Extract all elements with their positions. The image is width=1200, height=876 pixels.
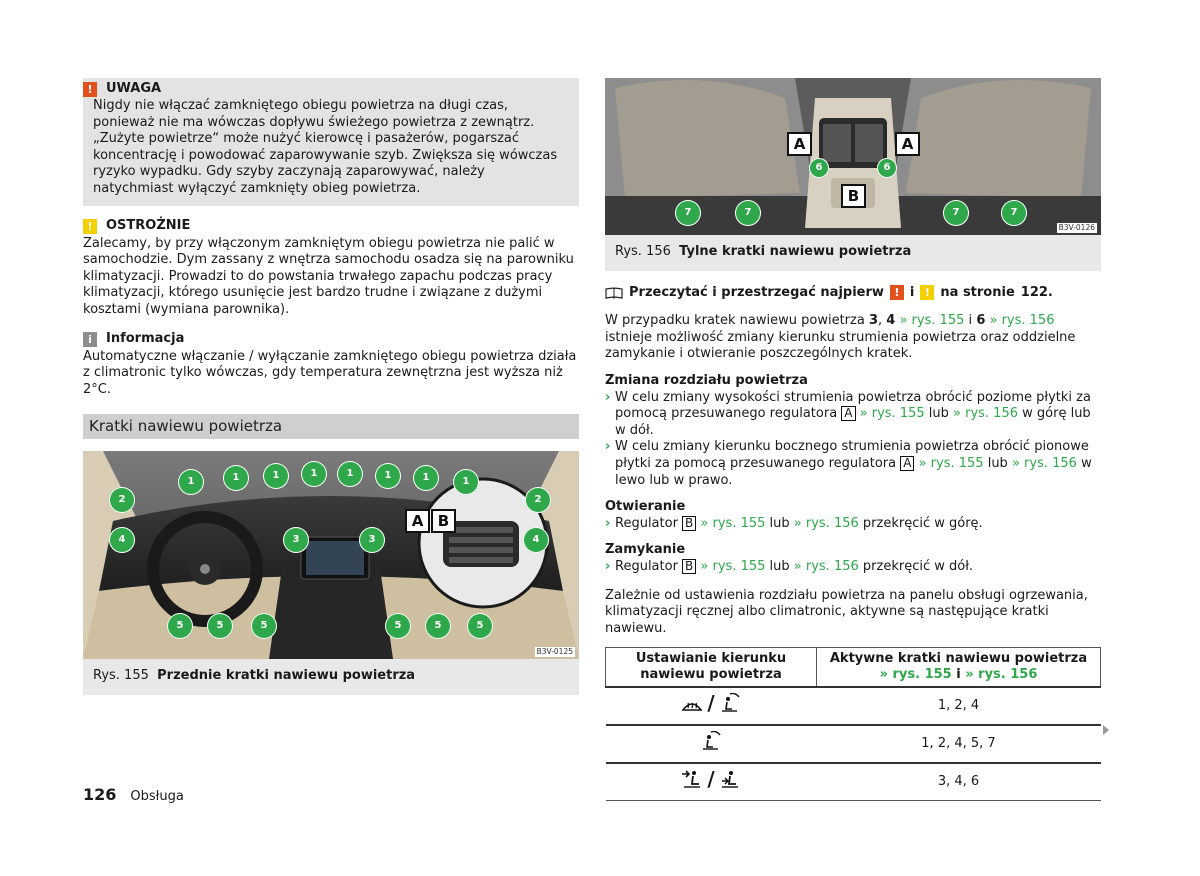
vent-number: 3 [868,313,878,329]
text-span: Regulator [615,515,683,531]
read-first-page-number[interactable]: 122. [1020,284,1053,300]
label-b: B [431,509,456,533]
text-span: W celu zmiany wysokości strumienia powietrza obrócić poziome płytki za pomocą przesuwanego regulatora [615,389,1091,422]
figure-link[interactable]: » rys. 156 [965,667,1038,683]
page-number: 126 [83,785,117,804]
figure-code: B3V-0125 [536,647,573,657]
vent-arrow-5: 5 [207,613,233,639]
vent-arrow-1: 1 [223,465,249,491]
book-icon [605,287,623,299]
zmiana-heading: Zmiana rozdziału powietrza [605,372,808,388]
caution-icon: ! [920,285,934,300]
figure-link[interactable]: » rys. 155 [700,558,766,574]
bullet-text [615,390,1101,440]
vent-arrow-1: 1 [413,465,439,491]
control-label: A [900,456,914,471]
vent-arrow-3: 3 [283,527,309,553]
table-row [606,725,1101,763]
windshield-defrost-icon [681,702,707,717]
text-span: lub [983,455,1012,471]
caption-title: Przednie kratki nawiewu powietrza [157,668,416,684]
figure-156 [605,78,1101,271]
figure-155-caption [83,659,579,695]
right-column [605,78,1101,801]
vent-arrow-1: 1 [178,469,204,495]
vent-arrow-2: 2 [525,487,551,513]
vent-arrow-5: 5 [467,613,493,639]
table-row [606,763,1101,801]
chevron-right-icon: › [605,515,611,531]
feet-windshield-icon [719,702,741,717]
bullet-text [615,516,983,533]
text-span: przekręcić w dół. [858,558,974,574]
rear-vents-illustration [605,78,1101,235]
table-cell-value: 3, 4, 6 [817,763,1101,801]
feet-icon [719,778,741,793]
text-span: lub [924,406,954,422]
figure-code: B3V-0126 [1058,223,1095,232]
text-span: , [877,313,887,329]
text-span: Regulator [615,558,683,574]
label-a: A [895,132,920,156]
table-header-row [606,648,1101,688]
figure-link[interactable]: » rys. 156 [793,515,859,531]
text-span: lub [765,558,794,574]
read-first-page-label: na stronie [940,284,1015,300]
vent-arrow-1: 1 [301,461,327,487]
feet-windshield-icon [700,740,722,755]
bullet-item [605,439,1101,489]
bullet-item [605,516,1101,533]
figure-link[interactable]: » rys. 156 [989,313,1055,329]
table-cell-icons [606,725,817,763]
distribution-paragraph: Zależnie od ustawienia rozdziału powietrza na panelu obsługi ogrzewania, klimatyzacji ręcznej albo climatronic, aktywne są następujące kratki nawiewu. [605,587,1088,636]
text-span: lub [765,515,794,531]
vent-arrow-1: 1 [263,463,289,489]
vents-table [605,647,1101,801]
footer-section: Obsługa [130,789,184,804]
warning-icon: ! [83,82,97,97]
vent-arrow-5: 5 [385,613,411,639]
table-row [606,687,1101,725]
figure-155 [83,451,579,695]
separator: / [707,767,715,792]
figure-link[interactable]: » rys. 155 [918,455,984,471]
text-span: w górę lub w dół. [615,406,1091,438]
header-text: Aktywne kratki nawiewu powietrza [829,651,1088,667]
info-icon: i [83,332,97,347]
warning-title: UWAGA [106,80,162,96]
vent-arrow-5: 5 [425,613,451,639]
zamykanie-heading: Zamykanie [605,542,686,558]
chevron-right-icon: › [605,558,611,574]
caption-number: Rys. 155 [93,668,149,684]
bullet-text [615,559,973,576]
warning-heading [83,80,569,98]
caution-heading [83,218,579,236]
vent-arrow-7: 7 [943,200,969,226]
separator: / [707,691,715,716]
read-first-and: i [909,284,915,300]
text-span: istnieje możliwość zmiany kierunku strumienia powietrza oraz oddzielne zamykanie i otwieranie poszczególnych kratek. [605,329,1076,362]
read-first-line [605,285,1101,302]
figure-link[interactable]: » rys. 156 [953,406,1018,422]
vent-number: 4 [886,313,896,329]
upper-body-icon [681,778,707,793]
table-cell-value: 1, 2, 4, 5, 7 [817,725,1101,763]
front-vents-illustration [83,451,579,659]
label-a: A [787,132,812,156]
figure-link[interactable]: » rys. 156 [1011,455,1077,471]
vent-number: 6 [976,313,986,329]
left-column [83,78,579,695]
table-cell-icons [606,687,817,725]
vent-arrow-6: 6 [877,158,897,178]
header-text: i [951,667,966,683]
text-span: i [964,313,977,329]
caution-title: OSTROŻNIE [106,218,191,234]
otwieranie-heading: Otwieranie [605,499,686,515]
bullet-text [615,439,1101,489]
page-footer [83,787,184,806]
control-label: A [841,406,855,421]
vent-arrow-1: 1 [375,463,401,489]
vent-arrow-5: 5 [251,613,277,639]
caution-text: Zalecamy, by przy włączonym zamkniętym obiegu powietrza nie palić w samochodzie. Dym zassany z wnętrza samochodu osadza się na parowniku klimatyzacji. Prowadzi to do powstania trwałego zapachu podczas pracy klimatyzacji, którego usunięcie jest bardzo trudne i związane z dużymi kosztami (wymiana parownika). [83,235,574,317]
warning-icon: ! [890,285,904,300]
vent-arrow-3: 3 [359,527,385,553]
bullet-item [605,390,1101,440]
figure-link[interactable]: » rys. 155 [700,515,766,531]
text-span: przekręcić w górę. [858,515,983,531]
control-label: B [682,559,696,574]
info-note [83,331,579,399]
vent-arrow-2: 2 [109,487,135,513]
caution-note [83,218,579,319]
caption-number: Rys. 156 [615,244,671,259]
next-page-arrow-icon[interactable] [1103,725,1109,735]
warning-note [83,78,579,206]
text-span: W przypadku kratek nawiewu powietrza [605,313,869,329]
vent-arrow-1: 1 [337,461,363,487]
vent-arrow-5: 5 [167,613,193,639]
read-first-text: Przeczytać i przestrzegać najpierw [629,284,884,300]
figure-link[interactable]: » rys. 155 [859,406,925,422]
table-cell-value: 1, 2, 4 [817,687,1101,725]
figure-link[interactable]: » rys. 155 [899,313,965,329]
text-span: w lewo lub w prawo. [615,455,1092,488]
figure-link[interactable]: » rys. 155 [879,667,952,683]
vent-arrow-4: 4 [523,527,549,553]
vent-arrow-1: 1 [453,469,479,495]
info-text: Automatyczne włączanie / wyłączanie zamkniętego obiegu powietrza działa z climatronic tylko wówczas, gdy temperatura zewnętrzna jest wyższa niż 2°C. [83,348,577,397]
vent-arrow-4: 4 [109,527,135,553]
label-b: B [841,184,866,208]
intro-paragraph [605,313,1101,363]
dashboard-drawing [83,451,579,659]
chevron-right-icon: › [605,439,611,455]
text-span: W celu zmiany kierunku bocznego strumienia powietrza obrócić pionowe płytki za pomocą przesuwanego regulatora [615,439,1089,471]
section-title: Kratki nawiewu powietrza [83,414,579,439]
figure-156-caption [605,235,1101,271]
vent-arrow-7: 7 [735,200,761,226]
figure-link[interactable]: » rys. 156 [793,558,859,574]
caption-title: Tylne kratki nawiewu powietrza [679,244,912,259]
control-label: B [682,516,696,531]
caution-icon: ! [83,219,97,234]
table-header: Ustawianie kierunku nawiewu powietrza [606,648,817,688]
table-cell-icons [606,763,817,801]
bullet-item [605,559,1101,576]
warning-text: Nigdy nie włączać zamkniętego obiegu powietrza na długi czas, ponieważ nie ma wówczas dopływu świeżego powietrza z zewnątrz. „Zużyte powietrze“ może nużyć kierowcę i pasażerów, pogarszać koncentrację i powodować zaparowywanie szyb. Zwiększa się wówczas ryzyko wypadku. Gdy szyby zaczynają zaparowywać, należy natychmiast wyłączyć zamknięty obieg powietrza. [93,98,558,196]
table-header [817,648,1101,688]
info-title: Informacja [106,331,185,347]
vent-arrow-7: 7 [675,200,701,226]
info-heading [83,331,579,349]
label-a: A [405,509,430,533]
vent-arrow-6: 6 [809,158,829,178]
chevron-right-icon: › [605,389,611,405]
vent-arrow-7: 7 [1001,200,1027,226]
